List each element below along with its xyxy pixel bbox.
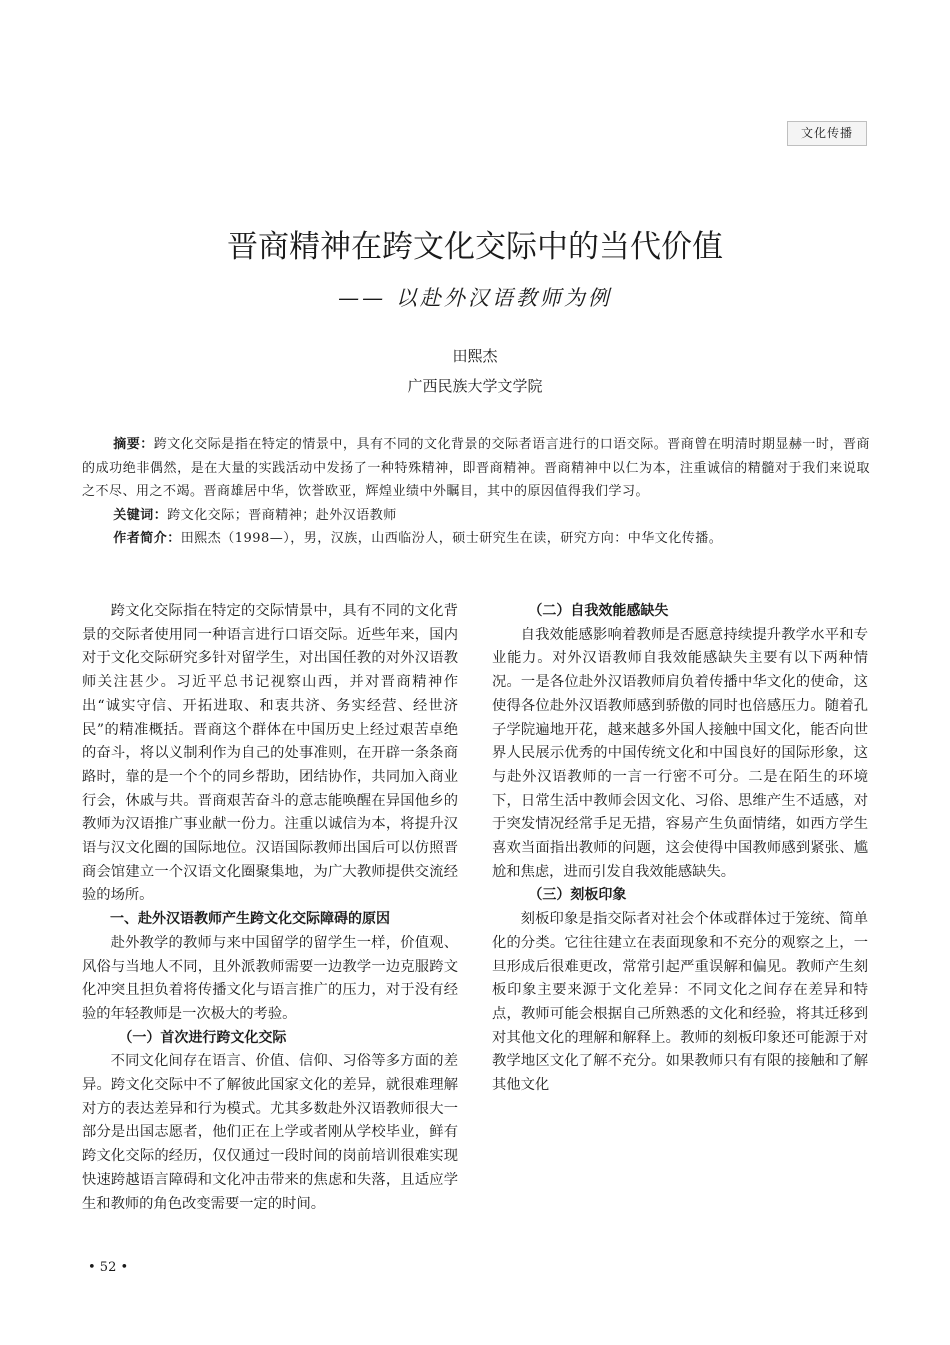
author-name: 田熙杰 — [452, 347, 498, 365]
body-column-left — [82, 600, 458, 1216]
body-column-right — [492, 600, 868, 1098]
body-paragraph: 刻板印象是指交际者对社会个体或群体过于笼统、简单化的分类。它往往建立在表面现象和不充分的观察之上，一旦形成后很难更改，常常引起严重误解和偏见。教师产生刻板印象主要来源于文化差异：不同文化之间存在差异和特点，教师可能会根据自己所熟悉的文化和经验，将其迁移到对其他文化的理解和解释上。教师的刻板印象还可能源于对教学地区文化了解不充分。如果教师只有有限的接触和了解其他文化 — [492, 911, 868, 1094]
page-number: • 52 • — [88, 1260, 129, 1275]
keywords-label: 关键词： — [113, 507, 168, 523]
bio-text: 田熙杰（1998—），男，汉族，山西临汾人，硕士研究生在读，研究方向：中华文化传播。 — [180, 531, 723, 546]
abstract-block — [82, 433, 870, 551]
bio-label: 作者简介： — [113, 531, 181, 546]
abstract-label: 摘要： — [113, 437, 154, 452]
author-affiliation: 广西民族大学文学院 — [407, 377, 543, 395]
author-bio-line — [82, 527, 870, 551]
body-paragraph: 赴外教学的教师与来中国留学的留学生一样，价值观、风俗与当地人不同，且外派教师需要一边教学一边克服跨文化冲突且担负着将传播文化与语言推广的压力，对于没有经验的年轻教师是一次极大的考验。 — [82, 934, 458, 1022]
subsection-heading: （二）自我效能感缺失 — [528, 603, 669, 619]
keywords-text: 跨文化交际；晋商精神；赴外汉语教师 — [167, 507, 397, 523]
keywords-line — [82, 504, 870, 528]
body-paragraph: 自我效能感影响着教师是否愿意持续提升教学水平和专业能力。对外汉语教师自我效能感缺失主要有以下两种情况。一是各位赴外汉语教师肩负着传播中华文化的使命，这使得各位赴外汉语教师感到骄傲的同时也倍感压力。随着孔子学院遍地开花，越来越多外国人接触中国文化，能否向世界人民展示优秀的中国传统文化和中国良好的国际形象，这与赴外汉语教师的一言一行密不可分。二是在陌生的环境下，日常生活中教师会因文化、习俗、思维产生不适感，对于突发情况经常手足无措，容易产生负面情绪，如西方学生喜欢当面指出教师的问题，这会使得中国教师感到紧张、尴尬和焦虑，进而引发自我效能感缺失。 — [492, 626, 868, 880]
subsection-heading: （三）刻板印象 — [528, 887, 627, 904]
abstract-paragraph — [82, 433, 870, 504]
section-heading: 一、赴外汉语教师产生跨文化交际障碍的原因 — [110, 911, 390, 928]
subsection-heading: （一）首次进行跨文化交际 — [118, 1029, 287, 1046]
abstract-text: 跨文化交际是指在特定的情景中，具有不同的文化背景的交际者语言进行的口语交际。晋商曾在明清时期显赫一时，晋商的成功绝非偶然，是在大量的实践活动中发扬了一种特殊精神，即晋商精神。晋商精神中以仁为本，注重诚信的精髓对于我们来说取之不尽、用之不竭。晋商雄居中华，饮誉欧亚，辉煌业绩中外瞩目，其中的原因值得我们学习。 — [82, 437, 870, 499]
section-tag: 文化传播 — [787, 121, 867, 146]
article-title: 晋商精神在跨文化交际中的当代价值 — [227, 229, 723, 265]
body-paragraph: 跨文化交际指在特定的交际情景中，具有不同的文化背景的交际者使用同一种语言进行口语交际。近些年来，国内对于文化交际研究多针对留学生，对出国任教的对外汉语教师关注甚少。习近平总书记视察山西，并对晋商精神作出“诚实守信、开拓进取、和衷共济、务实经营、经世济民”的精准概括。晋商这个群体在中国历史上经过艰苦卓绝的奋斗，将以义制利作为自己的处事准则，在开辟一条条商路时，靠的是一个个的同乡帮助，团结协作，共同加入商业行会，休戚与共。晋商艰苦奋斗的意志能唤醒在异国他乡的教师为汉语推广事业献一份力。注重以诚信为本，将提升汉语与汉文化圈的国际地位。汉语国际教师出国后可以仿照晋商会馆建立一个汉语文化圈聚集地，为广大教师提供交流经验的场所。 — [82, 603, 458, 904]
body-paragraph: 不同文化间存在语言、价值、信仰、习俗等多方面的差异。跨文化交际中不了解彼此国家文化的差异，就很难理解对方的表达差异和行为模式。尤其多数赴外汉语教师很大一部分是出国志愿者，他们正在上学或者刚从学校毕业，鲜有跨文化交际的经历，仅仅通过一段时间的岗前培训很难实现快速跨越语言障碍和文化冲击带来的焦虑和失落，且适应学生和教师的角色改变需要一定的时间。 — [82, 1053, 458, 1212]
article-subtitle: —— 以赴外汉语教师为例 — [338, 286, 612, 310]
